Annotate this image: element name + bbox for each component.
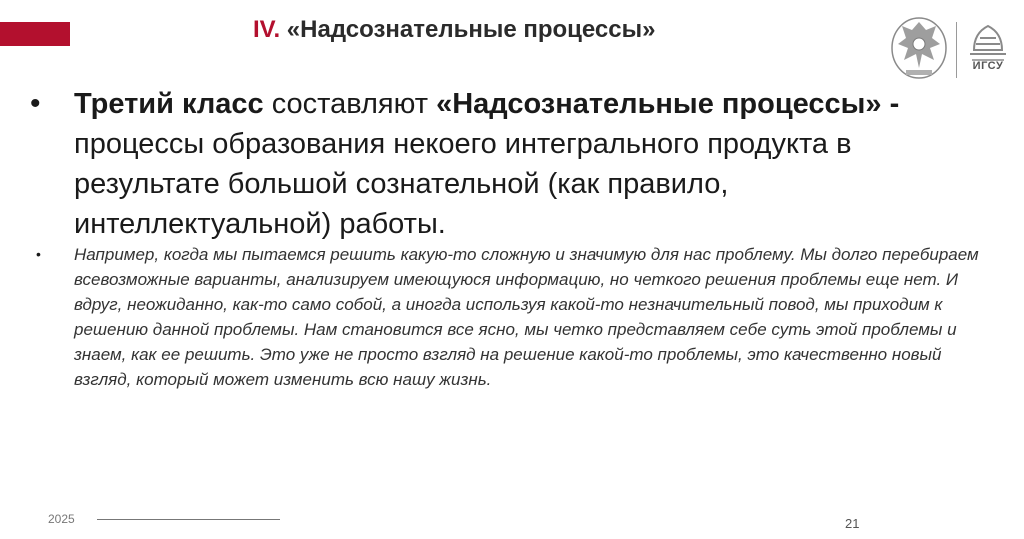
main-bullet-part-2: составляют	[263, 88, 437, 120]
main-bullet-bold-1: Третий класс	[74, 88, 264, 120]
igsu-logo-text: ИГСУ	[972, 60, 1004, 72]
main-bullet-text	[74, 84, 980, 244]
logo-divider	[956, 22, 957, 78]
main-bullet-bold-2: «Надсознательные процессы» -	[436, 88, 900, 120]
sub-bullet-text: Например, когда мы пытаемся решить какую-то сложную и значимую для нас проблему. Мы долго перебираем всевозможные варианты, анализируем имеющуюся информацию, но четкого решения проблемы еще нет. И вдруг, неожиданно, как-то само собой, а иногда используя какой-то незначительный повод, мы приходим к решению данной проблемы. Нам становится все ясно, мы четко представляем себе суть этой проблемы и знаем, как ее решить. Это уже не просто взгляд на решение какой-то проблемы, это качественно новый взгляд, который может изменить всю нашу жизнь.	[74, 245, 979, 389]
footer-year: 2025	[48, 512, 75, 526]
main-bullet	[30, 84, 980, 244]
page-number: 21	[845, 516, 860, 531]
bullet-dot: •	[36, 246, 41, 262]
bullet-dot: •	[30, 87, 41, 120]
main-bullet-part-4: процессы образования некоего интегрального продукта в результате большой сознательной (как правило, интеллектуальной) работы.	[74, 128, 852, 240]
accent-bar	[0, 22, 70, 46]
eagle-emblem-icon	[888, 12, 950, 82]
sub-bullet	[30, 242, 980, 392]
title-text: «Надсознательные процессы»	[280, 16, 656, 43]
slide-title	[253, 16, 655, 44]
footer-divider	[97, 519, 280, 520]
title-roman-numeral: IV.	[253, 16, 281, 43]
